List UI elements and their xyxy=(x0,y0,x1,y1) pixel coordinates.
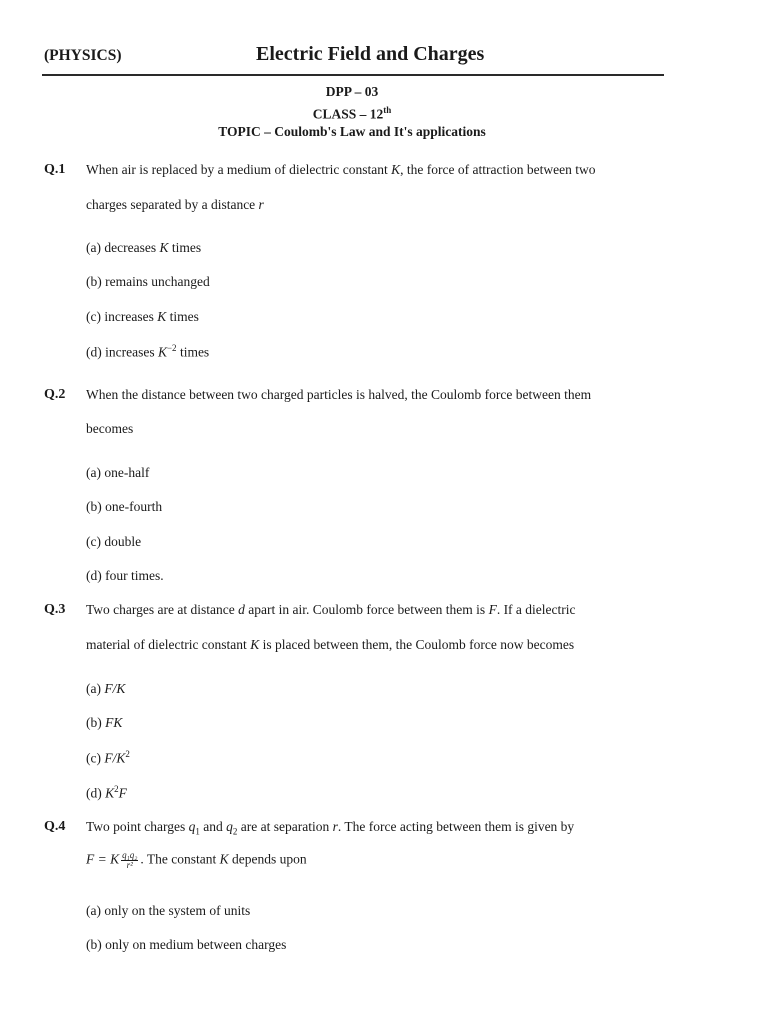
option-b: (b) FK xyxy=(86,715,123,730)
option-d: (d) $K^2F$ xyxy=(86,784,127,801)
option-d: (d) increases $K^{-2}$ times xyxy=(86,343,210,360)
subject-label: (PHYSICS) xyxy=(44,47,122,64)
question-number: Q.3 xyxy=(44,602,66,617)
option-c: (c) increases K times xyxy=(86,309,199,324)
option-b: (b) remains unchanged xyxy=(86,274,210,289)
question-text-line: charges separated by a distance r xyxy=(86,197,264,212)
question-text-line: becomes xyxy=(86,421,134,436)
question-text-line: When air is replaced by a medium of dielectric constant K, the force of attraction between two xyxy=(86,162,596,177)
page-title: Electric Field and Charges xyxy=(256,43,485,65)
option-a: (a) decreases K times xyxy=(86,240,202,255)
topic-label: TOPIC – Coulomb's Law and It's applications xyxy=(218,124,486,139)
question-text-line: material of dielectric constant K is placed between them, the Coulomb force now becomes xyxy=(86,637,575,652)
option-d: (d) four times. xyxy=(86,568,164,583)
option-c: (c) double xyxy=(86,534,142,549)
header-divider xyxy=(42,74,664,76)
question-text-line: When the distance between two charged particles is halved, the Coulomb force between them xyxy=(86,387,592,402)
question-text-line: Two point charges $q_1$ and $q_2$ are at separation r. The force acting between them is given by xyxy=(86,819,575,837)
class-label: CLASS – 12th xyxy=(312,105,392,122)
option-b: (b) one-fourth xyxy=(86,499,163,514)
question-number: Q.1 xyxy=(44,162,66,177)
option-b: (b) only on medium between charges xyxy=(86,937,287,952)
question-number: Q.2 xyxy=(44,387,66,402)
question-text-line: F = K $\frac{\text{q₁q₂}}{\text{r²}}$ . The constant K depends upon xyxy=(86,850,307,870)
question-number: Q.4 xyxy=(44,819,66,834)
fraction: $\frac{\text{q₁q₂}}{\text{r²}}$ xyxy=(122,850,138,870)
option-a: (a) one-half xyxy=(86,465,150,480)
question-text-line: Two charges are at distance d apart in air. Coulomb force between them is F. If a dielectric xyxy=(86,602,576,617)
option-c: (c) $F/K^2$ xyxy=(86,749,130,766)
dpp-number: DPP – 03 xyxy=(325,84,379,99)
option-a: (a) F/K xyxy=(86,681,126,696)
option-a: (a) only on the system of units xyxy=(86,903,251,918)
